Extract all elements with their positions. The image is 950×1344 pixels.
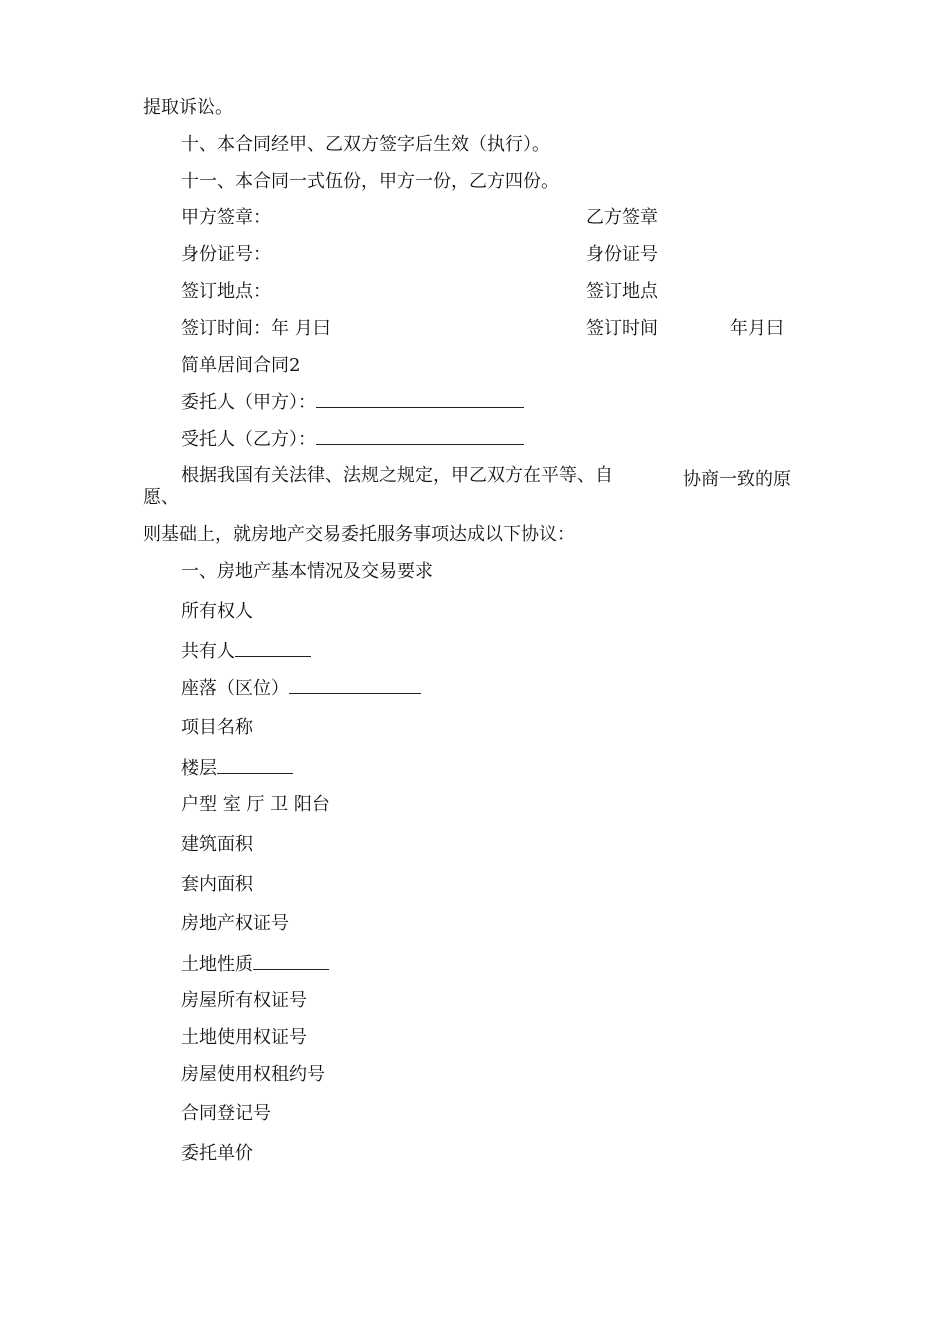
location-blank[interactable] (289, 677, 421, 694)
section-title: 简单居间合同2 (181, 355, 301, 376)
party-b-place-label: 签订地点 (586, 281, 658, 302)
clause-ten: 十、本合同经甲、乙双方签字后生效（执行）。 (181, 134, 550, 155)
party-a-signature-label: 甲方签章： (181, 207, 271, 228)
text-line: 提取诉讼。 (143, 97, 233, 118)
field-label: 土地性质 (181, 954, 253, 975)
client-blank[interactable] (316, 391, 524, 408)
paragraph-line: 协商一致的原 (683, 469, 791, 490)
land-nature-line (181, 953, 329, 976)
agent-label: 受托人（乙方）： (181, 429, 316, 450)
party-a-id-label: 身份证号： (181, 244, 271, 265)
coowner-line (181, 640, 311, 663)
field-label: 建筑面积 (181, 834, 253, 855)
floor-blank[interactable] (217, 757, 293, 774)
party-a-place-label: 签订地点： (181, 281, 271, 302)
field-label: 套内面积 (181, 874, 253, 895)
party-a-time-label: 签订时间：年 月曰 (181, 318, 331, 339)
paragraph-line: 愿、 (143, 487, 179, 508)
party-b-date-label: 年月曰 (730, 318, 784, 339)
field-label: 共有人 (181, 641, 235, 662)
field-label: 项目名称 (181, 717, 253, 738)
party-b-signature-label: 乙方签章 (586, 207, 658, 228)
client-label: 委托人（甲方）： (181, 392, 316, 413)
field-label: 座落（区位） (181, 678, 289, 699)
agent-line (181, 428, 524, 451)
field-label: 房屋使用权租约号 (181, 1064, 325, 1085)
agent-blank[interactable] (316, 428, 524, 445)
clause-eleven: 十一、本合同一式伍份，甲方一份，乙方四份。 (181, 171, 559, 192)
floor-line (181, 757, 293, 780)
party-b-id-label: 身份证号 (586, 244, 658, 265)
client-line (181, 391, 524, 414)
field-label: 楼层 (181, 758, 217, 779)
land-nature-blank[interactable] (253, 953, 329, 970)
field-label: 所有权人 (181, 601, 253, 622)
field-label: 合同登记号 (181, 1103, 271, 1124)
location-line (181, 677, 421, 700)
field-label: 委托单价 (181, 1143, 253, 1164)
party-b-time-label: 签订时间 (586, 318, 658, 339)
field-label: 房地产权证号 (181, 913, 289, 934)
coowner-blank[interactable] (235, 640, 311, 657)
field-label: 房屋所有权证号 (181, 990, 307, 1011)
field-label: 土地使用权证号 (181, 1027, 307, 1048)
section-heading: 一、房地产基本情况及交易要求 (181, 561, 433, 582)
paragraph-line: 根据我国有关法律、法规之规定，甲乙双方在平等、自 (181, 465, 613, 486)
field-label: 户型 室 厅 卫 阳台 (181, 794, 330, 815)
paragraph-line: 则基础上，就房地产交易委托服务事项达成以下协议： (143, 524, 575, 545)
